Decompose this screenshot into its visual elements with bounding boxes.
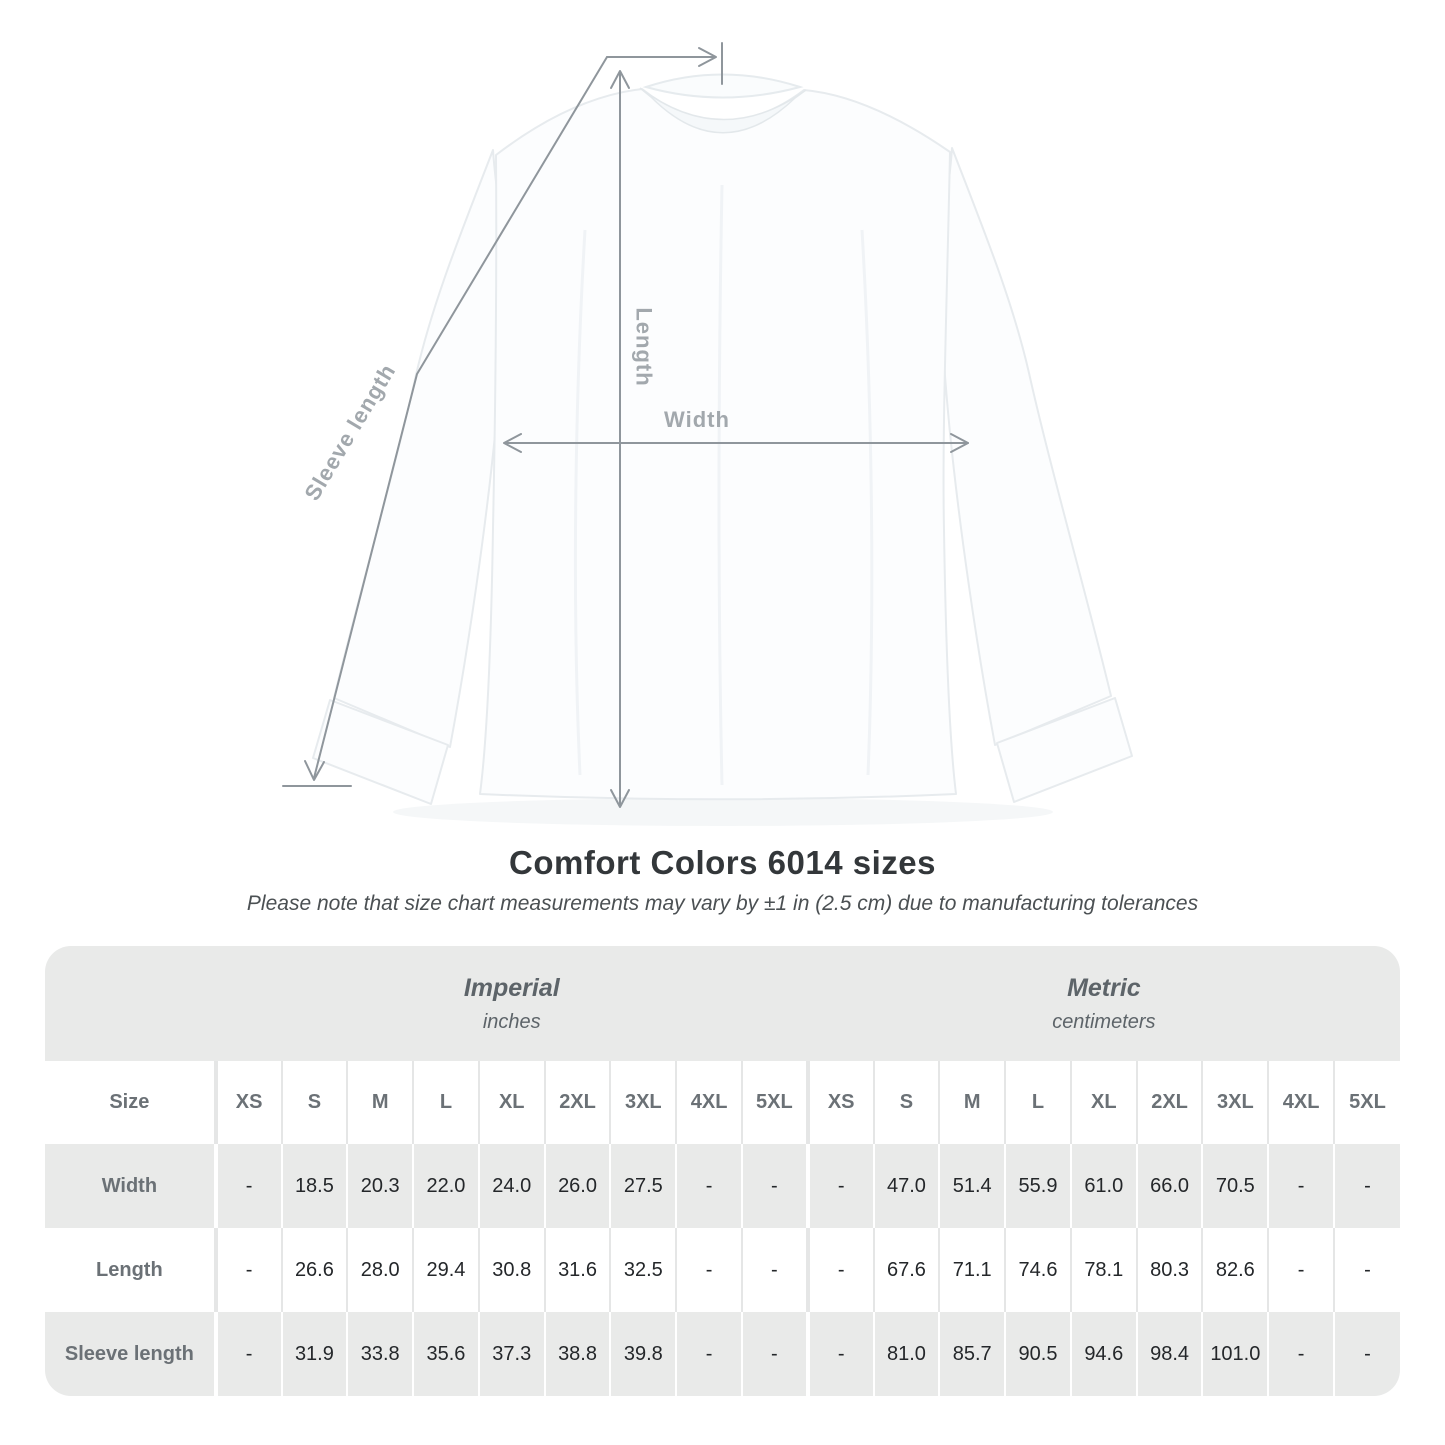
size-value: 31.6 — [545, 1228, 611, 1312]
size-header: 2XL — [1137, 1061, 1203, 1144]
size-value: 70.5 — [1202, 1144, 1268, 1228]
size-value: - — [808, 1228, 874, 1312]
table-row-length — [45, 1228, 1400, 1312]
shirt-shadow — [393, 798, 1053, 826]
size-value: - — [676, 1144, 742, 1228]
size-header: XS — [216, 1061, 282, 1144]
unit-group-metric — [808, 946, 1400, 1061]
size-value: - — [676, 1228, 742, 1312]
length-label: Length — [631, 307, 657, 387]
unit-group-unit: centimeters — [1052, 1010, 1156, 1033]
row-label: Length — [45, 1228, 216, 1312]
unit-group-name: Imperial — [463, 973, 560, 1002]
size-value: - — [808, 1144, 874, 1228]
arrow-down-icon — [305, 761, 324, 780]
size-value: - — [216, 1144, 282, 1228]
size-header: S — [282, 1061, 348, 1144]
unit-group-name: Metric — [1067, 973, 1141, 1002]
size-value: 26.0 — [545, 1144, 611, 1228]
size-value: 32.5 — [610, 1228, 676, 1312]
size-value: - — [742, 1228, 808, 1312]
size-value: 85.7 — [939, 1312, 1005, 1396]
size-header: 4XL — [1268, 1061, 1334, 1144]
tolerance-note: Please note that size chart measurements may vary by ±1 in (2.5 cm) due to manufacturing tolerances — [246, 892, 1199, 915]
size-value: - — [742, 1144, 808, 1228]
size-value: 28.0 — [347, 1228, 413, 1312]
size-header: 3XL — [1202, 1061, 1268, 1144]
size-header: 3XL — [610, 1061, 676, 1144]
size-value: 101.0 — [1202, 1312, 1268, 1396]
size-value: 38.8 — [545, 1312, 611, 1396]
unit-group-imperial — [216, 946, 808, 1061]
size-value: 82.6 — [1202, 1228, 1268, 1312]
size-value: - — [1268, 1312, 1334, 1396]
size-value: 27.5 — [610, 1144, 676, 1228]
size-value: 37.3 — [479, 1312, 545, 1396]
size-header: 5XL — [742, 1061, 808, 1144]
width-label: Width — [664, 407, 730, 432]
size-header: XS — [808, 1061, 874, 1144]
size-header-row — [45, 1061, 1400, 1144]
size-value: 47.0 — [874, 1144, 940, 1228]
size-value: 51.4 — [939, 1144, 1005, 1228]
size-value: - — [742, 1312, 808, 1396]
size-value: 26.6 — [282, 1228, 348, 1312]
band-corner-cell — [45, 946, 216, 1061]
unit-group-unit: inches — [482, 1010, 541, 1033]
row-label: Sleeve length — [45, 1312, 216, 1396]
size-header: S — [874, 1061, 940, 1144]
size-value: 78.1 — [1071, 1228, 1137, 1312]
size-value: 20.3 — [347, 1144, 413, 1228]
size-value: 71.1 — [939, 1228, 1005, 1312]
table-row-width — [45, 1144, 1400, 1228]
size-header: L — [1005, 1061, 1071, 1144]
size-value: 18.5 — [282, 1144, 348, 1228]
size-value: 24.0 — [479, 1144, 545, 1228]
shirt-left-sleeve-shape — [334, 150, 505, 747]
size-value: 67.6 — [874, 1228, 940, 1312]
size-value: 31.9 — [282, 1312, 348, 1396]
size-value: 66.0 — [1137, 1144, 1203, 1228]
size-value: 30.8 — [479, 1228, 545, 1312]
size-value: - — [1334, 1144, 1400, 1228]
page-title: Comfort Colors 6014 sizes — [509, 844, 936, 881]
size-header: XL — [1071, 1061, 1137, 1144]
size-header: M — [347, 1061, 413, 1144]
size-value: 81.0 — [874, 1312, 940, 1396]
size-value: 55.9 — [1005, 1144, 1071, 1228]
shirt-right-sleeve-shape — [940, 148, 1111, 745]
size-value: - — [676, 1312, 742, 1396]
size-value: 35.6 — [413, 1312, 479, 1396]
size-value: 33.8 — [347, 1312, 413, 1396]
table-row-sleeve-length — [45, 1312, 1400, 1396]
row-label: Width — [45, 1144, 216, 1228]
size-value: 22.0 — [413, 1144, 479, 1228]
size-header: XL — [479, 1061, 545, 1144]
size-header: 4XL — [676, 1061, 742, 1144]
size-value: 94.6 — [1071, 1312, 1137, 1396]
size-table — [45, 946, 1400, 1396]
size-value: - — [1334, 1312, 1400, 1396]
size-col-header: Size — [45, 1061, 216, 1144]
unit-band-row — [45, 946, 1400, 1061]
size-value: - — [216, 1312, 282, 1396]
size-value: - — [808, 1312, 874, 1396]
size-value: - — [1268, 1228, 1334, 1312]
size-value: 61.0 — [1071, 1144, 1137, 1228]
size-header: L — [413, 1061, 479, 1144]
sleeve-length-label: Sleeve length — [299, 359, 401, 505]
size-value: - — [216, 1228, 282, 1312]
size-value: 80.3 — [1137, 1228, 1203, 1312]
size-header: M — [939, 1061, 1005, 1144]
size-value: - — [1334, 1228, 1400, 1312]
size-header: 5XL — [1334, 1061, 1400, 1144]
size-header: 2XL — [545, 1061, 611, 1144]
size-value: - — [1268, 1144, 1334, 1228]
size-value: 29.4 — [413, 1228, 479, 1312]
size-value: 90.5 — [1005, 1312, 1071, 1396]
size-value: 74.6 — [1005, 1228, 1071, 1312]
size-table-grid — [45, 946, 1400, 1396]
size-value: 39.8 — [610, 1312, 676, 1396]
size-value: 98.4 — [1137, 1312, 1203, 1396]
